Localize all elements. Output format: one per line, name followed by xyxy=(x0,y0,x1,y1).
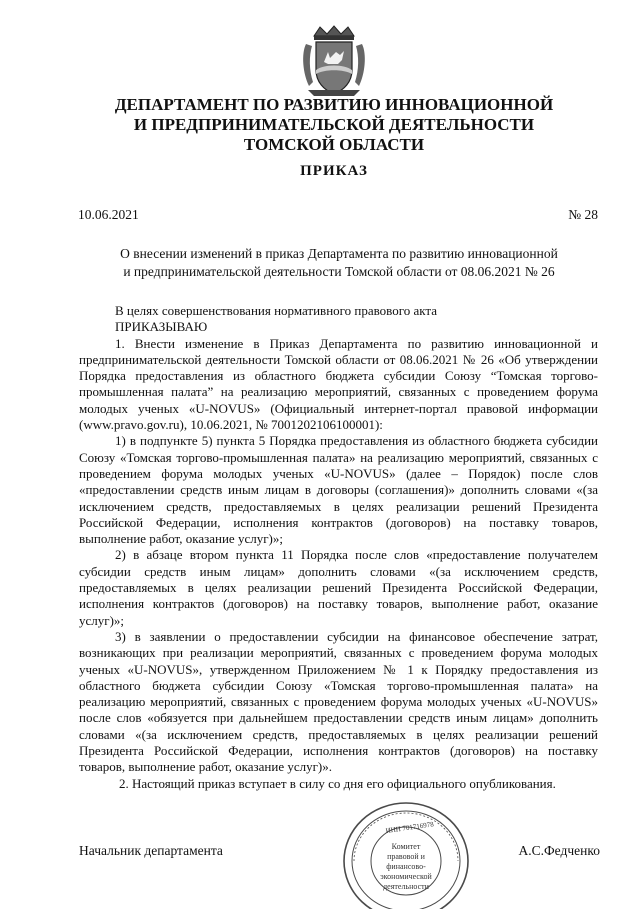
signatory-name: А.С.Федченко xyxy=(518,843,600,858)
sub-item-3: 3) в заявлении о предоставлении субсидии на финансовое обеспечение затрат, возникающих при реализации мероприятий, связанных с проведением форума молодых ученых «U-NOVUS», утвержденном Приложением № 1 к Порядку предоставления из областного бюджета субсидии Союзу «Томская торгово-промышленная палата» на реализацию мероприятий, связанных с проведением форума молодых ученых «U-NOVUS» после слов «обязуется при дальнейшем предоставлении средств иным лицам» дополнить словами «(за исключением средств, предоставляемых в целях реализации решений Президента Российской Федерации, исполнения контрактов (договоров) на поставку товаров, выполнение работ, оказание услуг)». xyxy=(79,628,598,775)
sub-item-1: 1) в подпункте 5) пункта 5 Порядка предоставления из областного бюджета субсидии Союзу «Томская торгово-промышленная палата» на реализацию мероприятий, связанных с проведением форума молодых ученых «U-NOVUS» (далее – Порядок) после слов «предоставлении средств иным лицам в договоры (соглашения)» дополнить словами «(за исключением средств, предоставляемых в целях реализации решений Президента Российской Федерации, исполнения контрактов (договоров) на поставку товаров, выполнение работ, оказание услуг)»; xyxy=(79,433,598,547)
order-body xyxy=(79,303,598,792)
department-name-line-2: И ПРЕДПРИНИМАТЕЛЬСКОЙ ДЕЯТЕЛЬНОСТИ xyxy=(133,115,535,134)
document-type-title: ПРИКАЗ xyxy=(300,163,368,179)
department-name xyxy=(60,95,608,155)
stamp-line-3: финансово- xyxy=(386,862,426,871)
department-name-line-1: ДЕПАРТАМЕНТ ПО РАЗВИТИЮ ИННОВАЦИОННОЙ xyxy=(114,95,554,114)
order-word: ПРИКАЗЫВАЮ xyxy=(115,319,208,335)
stamp-line-1: Комитет xyxy=(391,842,421,851)
stamp-line-2: правовой и xyxy=(387,852,425,861)
order-number: № 28 xyxy=(568,207,598,222)
department-name-line-3: ТОМСКОЙ ОБЛАСТИ xyxy=(243,135,425,154)
order-date: 10.06.2021 xyxy=(78,207,139,222)
sub-item-2: 2) в абзаце втором пункта 11 Порядка после слов «предоставление получателем субсидии средств иным лицам» дополнить словами «(за исключением средств, предоставляемых в целях реализации решений Президента Российской Федерации, исполнения контрактов (договоров) на поставку товаров, выполнение работ, оказание услуг)»; xyxy=(79,547,598,628)
order-subject-line-2: и предпринимательской деятельности Томской области от 08.06.2021 № 26 xyxy=(123,264,555,279)
official-round-stamp-icon xyxy=(340,797,472,909)
stamp-line-4: экономической xyxy=(380,872,432,881)
order-subject-line-1: О внесении изменений в приказ Департамента по развитию инновационной xyxy=(120,246,558,261)
stamp-inn: ИНН 701716978 xyxy=(385,820,435,835)
order-item-2: 2. Настоящий приказ вступает в силу со дня его официального опубликования. xyxy=(119,775,556,791)
signatory-position: Начальник департамента xyxy=(79,843,223,858)
preamble: В целях совершенствования нормативного правового акта xyxy=(115,303,438,318)
order-item-1: 1. Внести изменение в Приказ Департамента по развитию инновационной и предпринимательской деятельности Томской области от 08.06.2021 № 26 «Об утверждении Порядка предоставления из областного бюджета субсидии Союзу “Томская торгово-промышленная палата” на реализацию мероприятий, связанных с проведением форума молодых ученых «U-NOVUS» (Официальный интернет-портал правовой информации (www.pravo.gov.ru), 10.06.2021, № 7001202106100001): xyxy=(79,335,598,433)
stamp-line-5: деятельности xyxy=(383,882,429,891)
order-subject xyxy=(60,245,618,281)
tomsk-region-coat-of-arms-icon xyxy=(300,24,368,100)
